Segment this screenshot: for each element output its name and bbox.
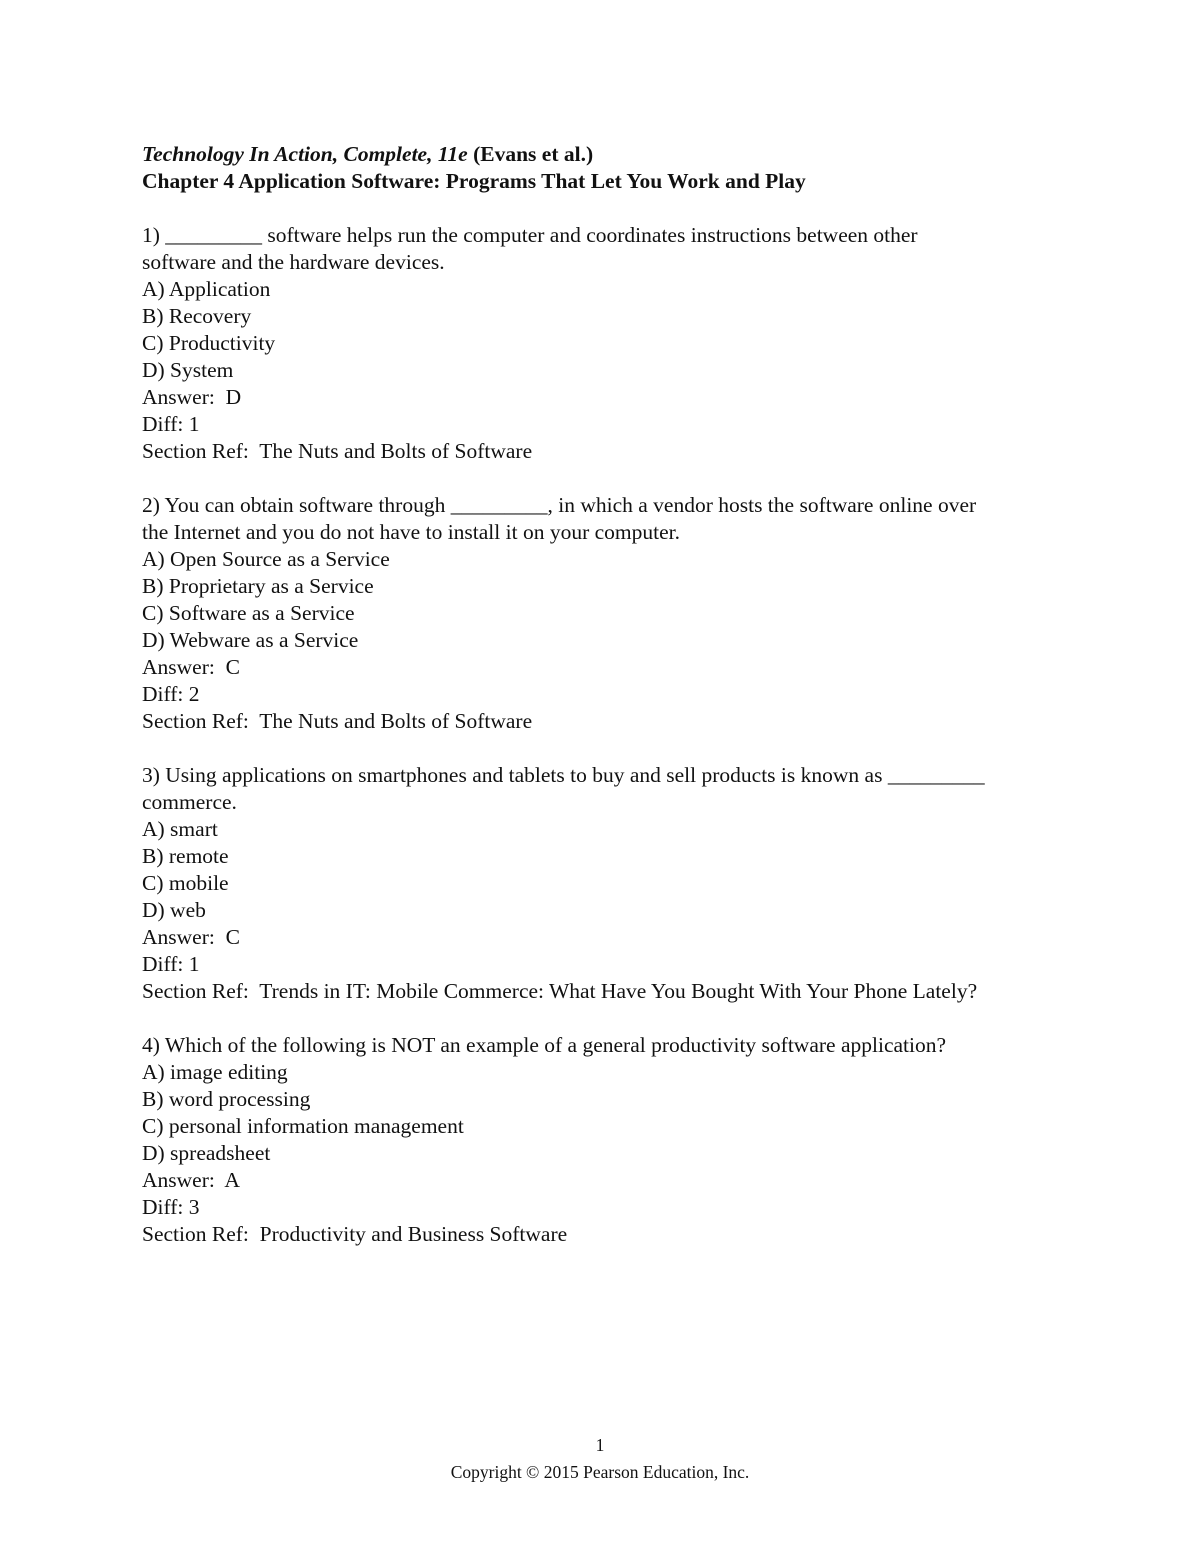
book-authors: (Evans et al.) [467, 142, 594, 166]
answer: Answer: D [142, 385, 242, 409]
difficulty: Diff: 2 [142, 682, 200, 706]
question-stem: 1) _________ software helps run the computer and coordinates instructions between other [142, 223, 918, 247]
document-body [142, 141, 1072, 1248]
question-stem: 3) Using applications on smartphones and tablets to buy and sell products is known as _________ [142, 763, 985, 787]
copyright-notice: Copyright © 2015 Pearson Education, Inc. [450, 1462, 750, 1482]
section-ref: Section Ref: The Nuts and Bolts of Software [142, 439, 533, 463]
option-d: D) spreadsheet [142, 1141, 271, 1165]
difficulty: Diff: 1 [142, 412, 200, 436]
section-ref: Section Ref: Productivity and Business Software [142, 1222, 568, 1246]
option-a: A) Application [142, 277, 271, 301]
question-stem-continued: commerce. [142, 790, 237, 814]
option-b: B) Proprietary as a Service [142, 574, 374, 598]
book-title: Technology In Action, Complete, 11e [142, 142, 468, 166]
option-d: D) Webware as a Service [142, 628, 359, 652]
section-ref: Section Ref: Trends in IT: Mobile Commerce: What Have You Bought With Your Phone Lately? [142, 979, 978, 1003]
answer: Answer: C [142, 925, 240, 949]
option-c: C) Productivity [142, 331, 276, 355]
option-c: C) personal information management [142, 1114, 464, 1138]
page-number: 1 [595, 1435, 605, 1455]
chapter-title: Chapter 4 Application Software: Programs That Let You Work and Play [142, 169, 806, 193]
answer: Answer: C [142, 655, 240, 679]
answer: Answer: A [142, 1168, 240, 1192]
option-b: B) word processing [142, 1087, 311, 1111]
difficulty: Diff: 3 [142, 1195, 200, 1219]
question-stem: 2) You can obtain software through _________, in which a vendor hosts the software online over [142, 493, 977, 517]
option-b: B) remote [142, 844, 229, 868]
option-c: C) mobile [142, 871, 229, 895]
option-c: C) Software as a Service [142, 601, 355, 625]
question-stem: 4) Which of the following is NOT an example of a general productivity software application? [142, 1033, 947, 1057]
book-title-line [142, 141, 1072, 168]
question-3 [142, 762, 1072, 1005]
option-a: A) smart [142, 817, 218, 841]
question-stem-continued: the Internet and you do not have to install it on your computer. [142, 520, 680, 544]
option-a: A) image editing [142, 1060, 288, 1084]
option-b: B) Recovery [142, 304, 252, 328]
option-a: A) Open Source as a Service [142, 547, 390, 571]
option-d: D) System [142, 358, 234, 382]
question-1 [142, 222, 1072, 465]
difficulty: Diff: 1 [142, 952, 200, 976]
section-ref: Section Ref: The Nuts and Bolts of Software [142, 709, 533, 733]
question-2 [142, 492, 1072, 735]
question-4 [142, 1032, 1072, 1248]
option-d: D) web [142, 898, 206, 922]
question-stem-continued: software and the hardware devices. [142, 250, 445, 274]
